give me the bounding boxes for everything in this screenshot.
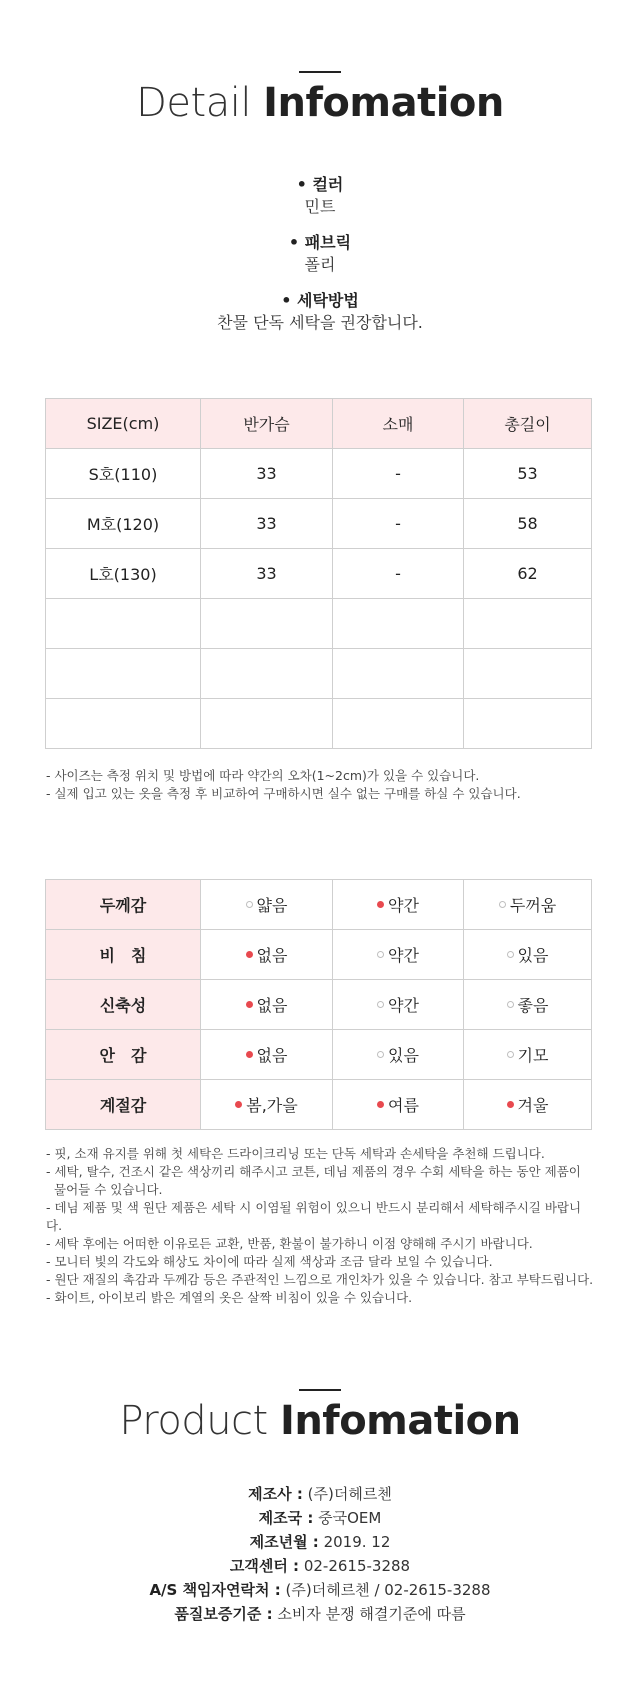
feel-option — [201, 980, 333, 1030]
radio-on-icon — [377, 901, 384, 908]
size-cell — [201, 699, 333, 749]
feel-option-text: 얇음 — [256, 896, 288, 915]
detail-title-light: Detail — [136, 80, 251, 126]
detail-title — [0, 80, 640, 126]
size-cell — [46, 649, 201, 699]
spec-fabric-label: • 패브릭 — [288, 233, 352, 252]
product-title-rule — [299, 1389, 341, 1391]
radio-off-icon — [507, 1001, 514, 1008]
info-key: 품질보증기준 : — [174, 1605, 273, 1623]
product-info-row — [0, 1602, 640, 1626]
product-info-row — [0, 1506, 640, 1530]
feel-label: 두께감 — [46, 880, 201, 930]
size-cell — [464, 649, 592, 699]
feel-option-text: 없음 — [256, 1046, 288, 1065]
table-row — [46, 649, 592, 699]
table-row — [46, 880, 592, 930]
product-info-row — [0, 1578, 640, 1602]
radio-on-icon — [246, 1001, 253, 1008]
table-row — [46, 449, 592, 499]
radio-off-icon — [377, 1001, 384, 1008]
table-row — [46, 599, 592, 649]
spec-fabric — [0, 232, 640, 276]
info-key: 제조국 : — [258, 1509, 314, 1527]
product-title — [0, 1398, 640, 1444]
info-key: 제조년월 : — [249, 1533, 319, 1551]
info-value: 2019. 12 — [323, 1533, 391, 1551]
size-header-cell: 반가슴 — [201, 399, 333, 449]
size-cell — [464, 599, 592, 649]
info-value: 중국OEM — [318, 1509, 382, 1527]
size-notes — [46, 767, 596, 803]
radio-off-icon — [507, 951, 514, 958]
spec-wash-label: • 세탁방법 — [281, 291, 359, 310]
feel-label: 계절감 — [46, 1080, 201, 1130]
size-header-cell: SIZE(cm) — [46, 399, 201, 449]
radio-on-icon — [246, 1051, 253, 1058]
size-note: - 사이즈는 측정 위치 및 방법에 따라 약간의 오차(1~2cm)가 있을 수 있습니다. — [46, 768, 480, 783]
size-cell — [464, 699, 592, 749]
feel-option — [201, 880, 333, 930]
feel-label: 안 감 — [46, 1030, 201, 1080]
feel-option — [464, 1030, 592, 1080]
size-cell — [201, 649, 333, 699]
radio-on-icon — [507, 1101, 514, 1108]
product-title-light: Product — [119, 1398, 268, 1444]
spec-wash-value: 찬물 단독 세탁을 권장합니다. — [217, 313, 423, 332]
size-header-cell: 총길이 — [464, 399, 592, 449]
radio-off-icon — [377, 1051, 384, 1058]
feel-option — [333, 1080, 464, 1130]
feel-table — [45, 879, 592, 1130]
size-table-header — [46, 399, 592, 449]
feel-option — [464, 1080, 592, 1130]
radio-off-icon — [499, 901, 506, 908]
size-cell — [333, 649, 464, 699]
info-value: (주)더헤르첸 — [307, 1485, 392, 1503]
size-cell — [46, 599, 201, 649]
feel-option-text: 기모 — [517, 1046, 549, 1065]
table-row — [46, 930, 592, 980]
info-value: (주)더헤르첸 / 02-2615-3288 — [285, 1581, 491, 1599]
size-cell: - — [333, 499, 464, 549]
size-cell — [201, 599, 333, 649]
size-cell: 58 — [464, 499, 592, 549]
feel-option — [333, 930, 464, 980]
radio-on-icon — [235, 1101, 242, 1108]
feel-option — [333, 980, 464, 1030]
feel-label: 비 침 — [46, 930, 201, 980]
product-info-row — [0, 1530, 640, 1554]
product-info — [0, 1482, 640, 1626]
info-key: 제조사 : — [248, 1485, 303, 1503]
care-note: - 데님 제품 및 색 원단 제품은 세탁 시 이염될 위험이 있으니 반드시 분리해서 세탁해주시길 바랍니다. — [46, 1200, 582, 1233]
size-cell: 33 — [201, 499, 333, 549]
table-row — [46, 549, 592, 599]
care-note: - 세탁 후에는 어떠한 이유로든 교환, 반품, 환불이 불가하니 이점 양해해 주시기 바랍니다. — [46, 1236, 533, 1251]
feel-option — [201, 1030, 333, 1080]
care-notes — [46, 1145, 596, 1307]
radio-on-icon — [246, 951, 253, 958]
feel-option-text: 약간 — [388, 896, 419, 915]
feel-option-text: 있음 — [517, 946, 549, 965]
feel-option-text: 약간 — [388, 946, 419, 965]
spec-color-label: • 컬러 — [296, 175, 344, 194]
table-row — [46, 980, 592, 1030]
size-cell: 53 — [464, 449, 592, 499]
size-cell: 33 — [201, 449, 333, 499]
info-value: 소비자 분쟁 해결기준에 따름 — [277, 1605, 466, 1623]
info-key: A/S 책임자연락처 : — [149, 1581, 281, 1599]
feel-option — [333, 1030, 464, 1080]
feel-option — [201, 930, 333, 980]
size-table — [45, 398, 592, 749]
info-key: 고객센터 : — [229, 1557, 300, 1575]
size-cell: L호(130) — [46, 549, 201, 599]
product-info-row — [0, 1482, 640, 1506]
detail-title-bold: Infomation — [263, 80, 504, 126]
table-row — [46, 1080, 592, 1130]
info-value: 02-2615-3288 — [303, 1557, 411, 1575]
size-cell — [333, 699, 464, 749]
feel-option — [464, 880, 592, 930]
feel-option-text: 두꺼움 — [509, 896, 557, 915]
size-header-cell: 소매 — [333, 399, 464, 449]
radio-off-icon — [507, 1051, 514, 1058]
feel-option-text: 약간 — [388, 996, 419, 1015]
radio-on-icon — [377, 1101, 384, 1108]
size-cell — [333, 599, 464, 649]
care-note: - 원단 재질의 촉감과 두께감 등은 주관적인 느낌으로 개인차가 있을 수 있습니다. 참고 부탁드립니다. — [46, 1272, 594, 1287]
feel-option — [464, 980, 592, 1030]
feel-option — [464, 930, 592, 980]
size-cell: - — [333, 549, 464, 599]
care-note: - 화이트, 아이보리 밝은 계열의 옷은 살짝 비침이 있을 수 있습니다. — [46, 1290, 413, 1305]
detail-title-rule — [299, 71, 341, 73]
spec-wash — [0, 290, 640, 334]
size-cell: 62 — [464, 549, 592, 599]
spec-fabric-value: 폴리 — [304, 255, 336, 274]
product-title-bold: Infomation — [279, 1398, 521, 1444]
care-note: - 모니터 빛의 각도와 해상도 차이에 따라 실제 색상과 조금 달라 보일 수 있습니다. — [46, 1254, 493, 1269]
care-note: - 핏, 소재 유지를 위해 첫 세탁은 드라이크리닝 또는 단독 세탁과 손세탁을 추천해 드립니다. — [46, 1146, 545, 1161]
feel-option-text: 여름 — [388, 1096, 419, 1115]
table-row — [46, 499, 592, 549]
size-note: - 실제 입고 있는 옷을 측정 후 비교하여 구매하시면 실수 없는 구매를 하실 수 있습니다. — [46, 786, 521, 801]
feel-option-text: 겨울 — [517, 1096, 549, 1115]
spec-color — [0, 174, 640, 218]
table-row — [46, 699, 592, 749]
feel-option — [333, 880, 464, 930]
feel-option — [201, 1080, 333, 1130]
size-cell: - — [333, 449, 464, 499]
table-row — [46, 1030, 592, 1080]
size-cell: S호(110) — [46, 449, 201, 499]
feel-option-text: 없음 — [256, 996, 288, 1015]
care-note: - 세탁, 탈수, 건조시 같은 색상끼리 해주시고 코튼, 데님 제품의 경우 수회 세탁을 하는 동안 제품이 물어들 수 있습니다. — [46, 1164, 581, 1197]
size-cell: 33 — [201, 549, 333, 599]
size-cell: M호(120) — [46, 499, 201, 549]
size-cell — [46, 699, 201, 749]
feel-option-text: 있음 — [388, 1046, 419, 1065]
feel-label: 신축성 — [46, 980, 201, 1030]
radio-off-icon — [246, 901, 253, 908]
feel-option-text: 좋음 — [517, 996, 549, 1015]
feel-option-text: 없음 — [256, 946, 288, 965]
radio-off-icon — [377, 951, 384, 958]
product-info-row — [0, 1554, 640, 1578]
feel-option-text: 봄,가을 — [246, 1096, 298, 1115]
spec-color-value: 민트 — [304, 197, 336, 216]
